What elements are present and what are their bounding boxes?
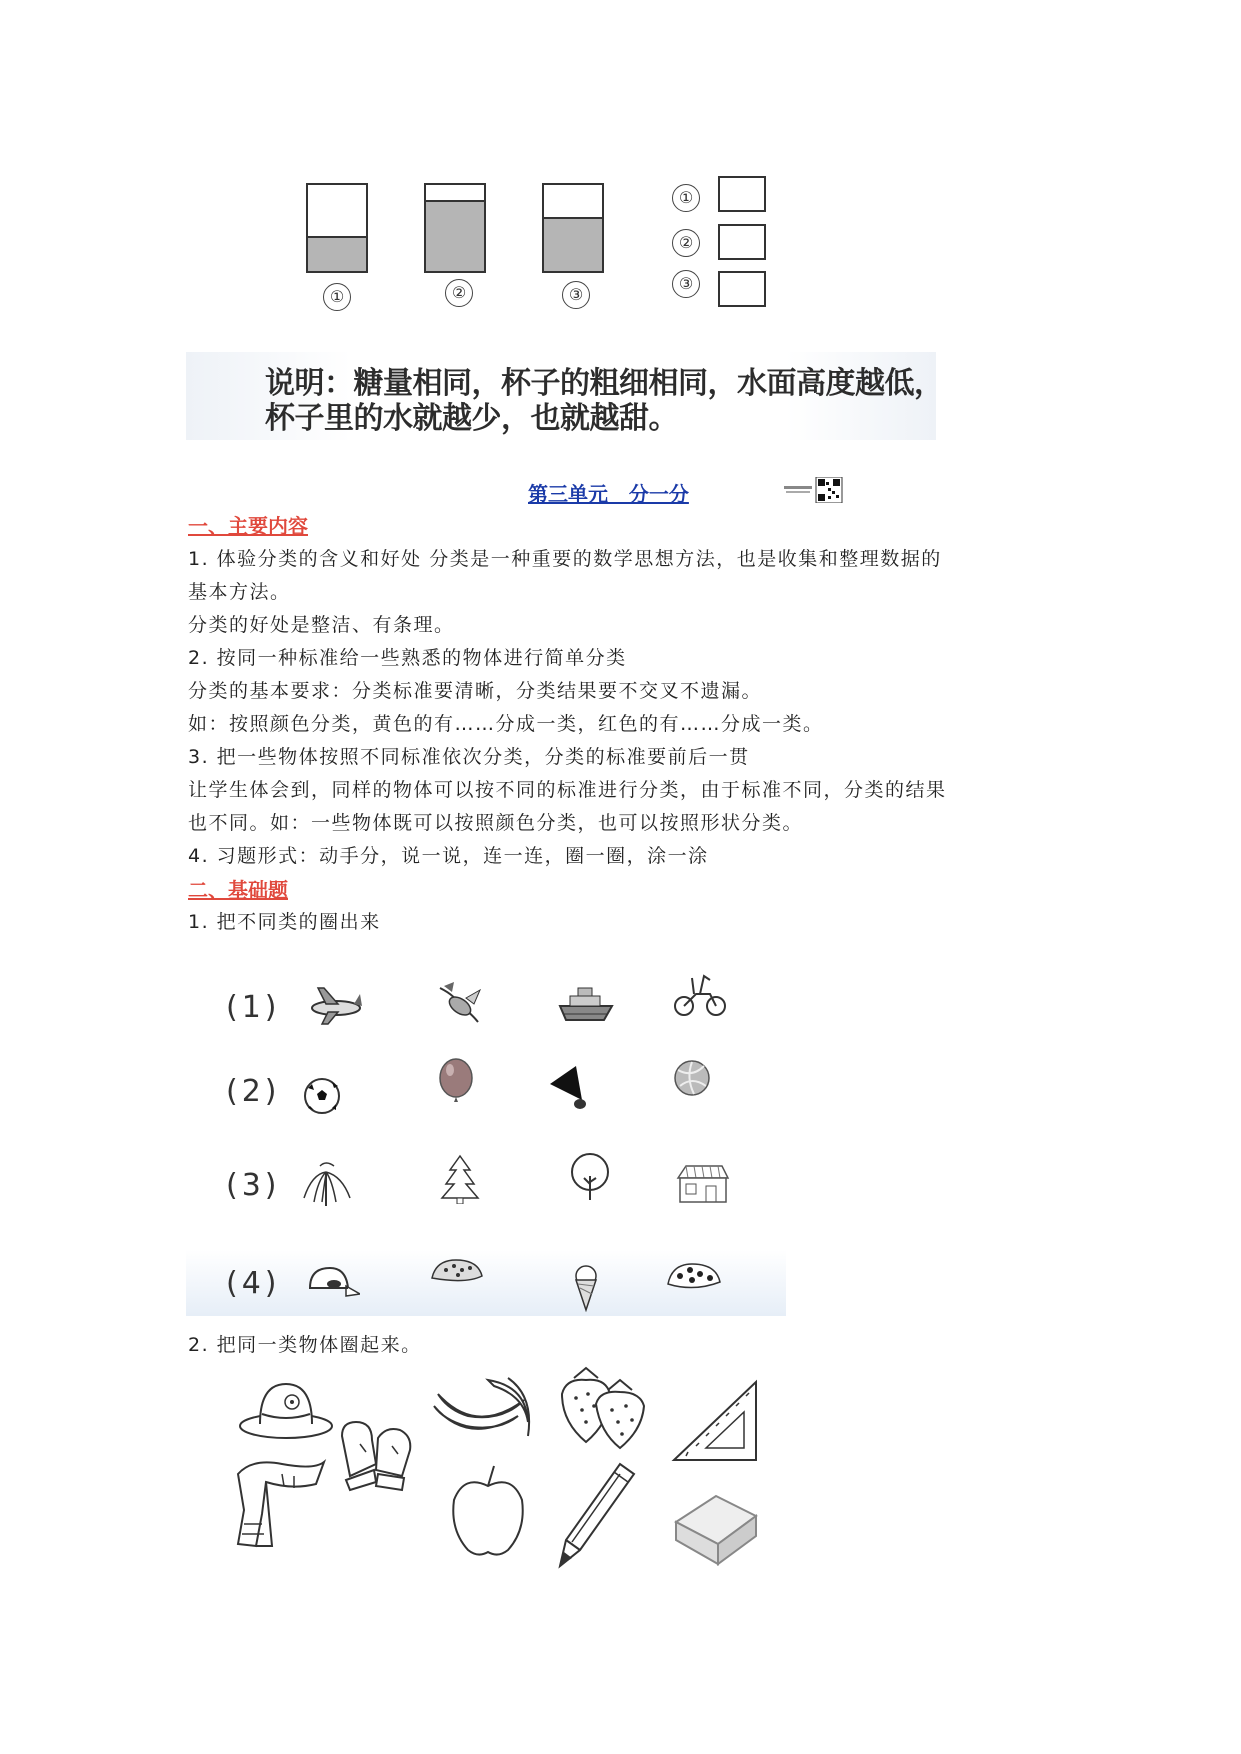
cup-1-water — [308, 236, 366, 271]
shuttlecock-icon[interactable] — [540, 1062, 600, 1112]
soccer-ball-icon[interactable] — [296, 1068, 356, 1118]
cup-2-water — [426, 200, 484, 271]
hat-icon[interactable] — [236, 1374, 336, 1444]
mittens-icon[interactable] — [332, 1416, 432, 1506]
pencil-icon[interactable] — [550, 1456, 640, 1572]
willow-tree-icon[interactable] — [296, 1158, 356, 1208]
ship-icon[interactable] — [556, 978, 616, 1028]
apple-icon[interactable] — [444, 1462, 534, 1562]
banana-icon[interactable] — [428, 1366, 538, 1456]
cup-label-1: ① — [323, 283, 351, 311]
balloon-icon[interactable] — [426, 1056, 486, 1106]
volleyball-icon[interactable] — [664, 1056, 724, 1106]
cup-1 — [306, 183, 368, 273]
row-label-3: (3) — [226, 1168, 281, 1203]
note-line-2: 杯子里的水就越少，也就越甜。 — [265, 401, 678, 436]
row-label-1: (1) — [226, 990, 281, 1025]
answer-label-3: ③ — [672, 270, 700, 298]
cake-icon[interactable] — [664, 1252, 724, 1302]
airplane-icon[interactable] — [304, 980, 364, 1030]
cup-2 — [424, 183, 486, 273]
answer-label-1: ① — [672, 184, 700, 212]
unit-title: 第三单元 分一分 — [528, 482, 689, 506]
house-icon[interactable] — [672, 1160, 732, 1210]
question-2: 2. 把同一类物体圈起来。 — [188, 1334, 422, 1356]
content-line: 4. 习题形式：动手分，说一说，连一连，圈一圈，涂一涂 — [188, 845, 709, 867]
content-line: 让学生体会到，同样的物体可以按不同的标准进行分类，由于标准不同，分类的结果 — [188, 779, 947, 801]
cookie-icon[interactable] — [426, 1248, 486, 1298]
bird-icon[interactable] — [430, 978, 490, 1028]
section-1-heading: 一、主要内容 — [188, 514, 308, 538]
triangle-ruler-icon[interactable] — [666, 1376, 766, 1466]
content-line: 2. 按同一种标准给一些熟悉的物体进行简单分类 — [188, 647, 627, 669]
eraser-icon[interactable] — [666, 1482, 766, 1572]
qr-code-icon — [784, 477, 844, 503]
content-line: 如：按照颜色分类，黄色的有……分成一类，红色的有……分成一类。 — [188, 713, 824, 735]
motorcycle-icon[interactable] — [670, 970, 730, 1020]
section-2-heading: 二、基础题 — [188, 878, 288, 902]
content-line: 分类的基本要求：分类标准要清晰，分类结果要不交叉不遗漏。 — [188, 680, 763, 702]
cup-3-water — [544, 217, 602, 271]
answer-box-1[interactable] — [718, 176, 766, 212]
cup-label-3: ③ — [562, 281, 590, 309]
answer-box-2[interactable] — [718, 224, 766, 260]
content-line: 基本方法。 — [188, 581, 291, 603]
cup-label-2: ② — [445, 279, 473, 307]
round-tree-icon[interactable] — [560, 1152, 620, 1202]
cup-3 — [542, 183, 604, 273]
content-line: 分类的好处是整洁、有条理。 — [188, 614, 455, 636]
cap-icon[interactable] — [300, 1258, 360, 1308]
answer-box-3[interactable] — [718, 271, 766, 307]
note-line-1: 说明：糖量相同，杯子的粗细相同，水面高度越低， — [265, 366, 944, 401]
content-line: 3. 把一些物体按照不同标准依次分类，分类的标准要前后一贯 — [188, 746, 750, 768]
content-line: 1. 体验分类的含义和好处 分类是一种重要的数学思想方法，也是收集和整理数据的 — [188, 548, 942, 570]
content-line: 也不同。如：一些物体既可以按照颜色分类，也可以按照形状分类。 — [188, 812, 804, 834]
strawberry-icon[interactable] — [556, 1364, 652, 1454]
row-label-2: (2) — [226, 1074, 281, 1109]
exercise-2-image — [232, 1362, 802, 1572]
pine-tree-icon[interactable] — [430, 1154, 490, 1204]
scarf-icon[interactable] — [232, 1454, 332, 1554]
row-label-4: (4) — [226, 1266, 281, 1301]
question-1: 1. 把不同类的圈出来 — [188, 911, 381, 933]
ice-cream-icon[interactable] — [556, 1262, 616, 1312]
answer-label-2: ② — [672, 229, 700, 257]
